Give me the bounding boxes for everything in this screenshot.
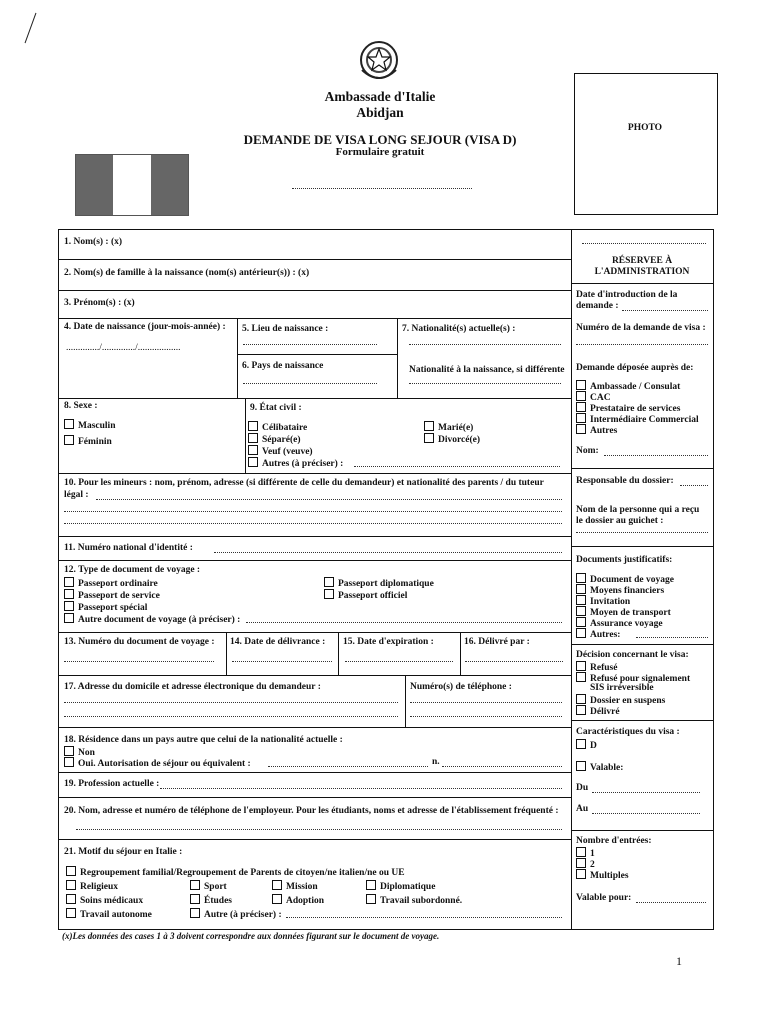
autres-etat-input[interactable] <box>354 466 560 467</box>
field-17b-input-1[interactable] <box>410 702 562 703</box>
admin-responsable: Responsable du dossier: <box>576 476 674 486</box>
admin-personne-2: le dossier au guichet : <box>576 516 664 526</box>
autorisation-number-input[interactable] <box>442 766 562 767</box>
checkbox-passeport-special[interactable]: Passeport spécial <box>64 601 147 614</box>
field-7b-input[interactable] <box>409 383 561 384</box>
field-14-input[interactable] <box>232 661 332 662</box>
admin-decision: Décision concernant le visa: <box>576 650 689 660</box>
checkbox-divorce[interactable]: Divorcé(e) <box>424 433 480 446</box>
admin-responsable-input[interactable] <box>680 485 708 486</box>
admin-deposee: Demande déposée auprès de: <box>576 363 694 373</box>
field-1-label: 1. Nom(s) : (x) <box>64 237 123 247</box>
checkbox-autre-motif[interactable]: Autre (à préciser) : <box>190 908 282 921</box>
checkbox-residence-oui[interactable]: Oui. Autorisation de séjour ou équivalent : <box>64 757 251 770</box>
admin-au: Au <box>576 804 589 814</box>
checkbox-passeport-diplomatique[interactable]: Passeport diplomatique <box>324 577 434 590</box>
field-9-label: 9. État civil : <box>250 403 302 413</box>
admin-du: Du <box>576 783 589 793</box>
field-10-input-3[interactable] <box>64 523 562 524</box>
checkbox-feminin[interactable]: Féminin <box>64 435 112 448</box>
autorisation-input[interactable] <box>268 766 428 767</box>
checkbox-autre-document[interactable]: Autre document de voyage (à préciser) : <box>64 613 240 626</box>
field-19-input[interactable] <box>160 788 562 789</box>
italian-emblem-icon <box>356 34 402 86</box>
field-3-input[interactable] <box>140 293 568 315</box>
field-8-label: 8. Sexe : <box>64 401 98 411</box>
checkbox-passeport-officiel[interactable]: Passeport officiel <box>324 589 407 602</box>
checkbox-religieux[interactable]: Religieux <box>66 880 118 893</box>
checkbox-separe[interactable]: Séparé(e) <box>248 433 301 446</box>
field-10-input-2[interactable] <box>64 511 562 512</box>
admin-checkbox-visa-d[interactable]: D <box>576 739 597 752</box>
field-20-input[interactable] <box>76 829 562 830</box>
field-10b-label: légal : <box>64 490 89 500</box>
admin-date-input[interactable] <box>622 310 708 311</box>
field-19-label: 19. Profession actuelle : <box>64 779 160 789</box>
checkbox-diplomatique[interactable]: Diplomatique <box>366 880 435 893</box>
field-14-label: 14. Date de délivrance : <box>230 637 326 647</box>
admin-autres-docs-input[interactable] <box>636 637 708 638</box>
checkbox-regroupement[interactable]: Regroupement familial/Regroupement de Parents de citoyen/ne italien/ne ou UE <box>66 866 405 879</box>
photo-box[interactable] <box>574 73 718 215</box>
admin-checkbox-autres[interactable]: Autres <box>576 424 617 437</box>
field-11-input[interactable] <box>214 552 562 553</box>
photo-label: PHOTO <box>627 123 663 133</box>
checkbox-adoption[interactable]: Adoption <box>272 894 324 907</box>
admin-checkbox-multiples[interactable]: Multiples <box>576 869 629 882</box>
admin-num-input[interactable] <box>576 344 708 345</box>
checkbox-etudes[interactable]: Études <box>190 894 232 907</box>
admin-date-intro: Date d'introduction de la <box>576 290 678 300</box>
autre-document-input[interactable] <box>246 622 562 623</box>
field-17-label: 17. Adresse du domicile et adresse électronique du demandeur : <box>64 682 321 692</box>
checkbox-passeport-service[interactable]: Passeport de service <box>64 589 160 602</box>
field-17b-input-2[interactable] <box>410 716 562 717</box>
admin-checkbox-intermediaire[interactable]: Intermédiaire Commercial <box>576 413 699 426</box>
admin-docs: Documents justificatifs: <box>576 555 673 565</box>
field-3-label: 3. Prénom(s) : (x) <box>64 298 135 308</box>
field-7-input[interactable] <box>409 344 561 345</box>
admin-checkbox-autres-docs[interactable]: Autres: <box>576 628 620 641</box>
form-title: DEMANDE DE VISA LONG SEJOUR (VISA D) <box>243 132 517 147</box>
field-7-label: 7. Nationalité(s) actuelle(s) : <box>402 324 516 334</box>
admin-checkbox-valable[interactable]: Valable: <box>576 761 623 774</box>
field-6-label: 6. Pays de naissance <box>242 361 324 371</box>
field-10-input-1[interactable] <box>96 499 562 500</box>
admin-date-intro-2: demande : <box>576 301 619 311</box>
field-7b-label: Nationalité à la naissance, si différente <box>409 365 565 375</box>
checkbox-masculin[interactable]: Masculin <box>64 419 115 432</box>
field-16-label: 16. Délivré par : <box>464 637 530 647</box>
field-21-label: 21. Motif du séjour en Italie : <box>64 847 183 857</box>
field-10-label: 10. Pour les mineurs : nom, prénom, adresse (si différente de celle du demandeur) et nationalité des parents / du tuteur <box>64 478 544 488</box>
checkbox-celibataire[interactable]: Célibataire <box>248 421 307 434</box>
admin-valable-pour-input[interactable] <box>636 902 706 903</box>
checkbox-passeport-ordinaire[interactable]: Passeport ordinaire <box>64 577 158 590</box>
admin-checkbox-invitation[interactable]: Invitation <box>576 595 630 608</box>
admin-divider <box>571 229 572 929</box>
form-subtitle: Formulaire gratuit <box>335 146 425 158</box>
field-5-input[interactable] <box>243 344 377 345</box>
admin-personne-input[interactable] <box>576 532 708 533</box>
admin-personne-1: Nom de la personne qui a reçu <box>576 505 700 515</box>
field-5-label: 5. Lieu de naissance : <box>242 324 329 334</box>
checkbox-veuf[interactable]: Veuf (veuve) <box>248 445 313 458</box>
field-15-label: 15. Date d'expiration : <box>343 637 434 647</box>
admin-checkbox-entree-2[interactable]: 2 <box>576 858 595 871</box>
embassy-name: Ambassade d'Italie <box>324 89 436 104</box>
field-18-n-label: n. <box>432 757 440 767</box>
field-16-input[interactable] <box>465 661 563 662</box>
admin-checkbox-prestataire[interactable]: Prestataire de services <box>576 402 680 415</box>
field-12-label: 12. Type de document de voyage : <box>64 565 201 575</box>
admin-checkbox-entree-1[interactable]: 1 <box>576 847 595 860</box>
footnote: (x)Les données des cases 1 à 3 doivent correspondre aux données figurant sur le document de voyage. <box>62 931 440 941</box>
admin-checkbox-refuse[interactable]: Refusé <box>576 661 617 674</box>
admin-nom-input[interactable] <box>604 455 708 456</box>
admin-num-demande: Numéro de la demande de visa : <box>576 323 706 333</box>
field-6-input[interactable] <box>243 383 377 384</box>
autre-motif-input[interactable] <box>286 917 562 918</box>
field-13-label: 13. Numéro du document de voyage : <box>64 637 215 647</box>
header-dotted-line <box>292 188 472 189</box>
admin-checkbox-moyens-financiers[interactable]: Moyens financiers <box>576 584 664 597</box>
field-17-input-2[interactable] <box>64 716 398 717</box>
admin-checkbox-cac[interactable]: CAC <box>576 391 611 404</box>
admin-title-2: L'ADMINISTRATION <box>594 267 690 277</box>
admin-top-dots <box>582 243 706 244</box>
checkbox-soins-medicaux[interactable]: Soins médicaux <box>66 894 143 907</box>
admin-au-input[interactable] <box>592 813 700 814</box>
admin-du-input[interactable] <box>592 792 700 793</box>
admin-checkbox-assurance[interactable]: Assurance voyage <box>576 617 663 630</box>
admin-checkbox-doc-voyage[interactable]: Document de voyage <box>576 573 674 586</box>
admin-nom: Nom: <box>576 446 599 456</box>
checkbox-sport[interactable]: Sport <box>190 880 227 893</box>
field-4-input[interactable]: ............../............../.................. <box>66 343 181 353</box>
checkbox-marie[interactable]: Marié(e) <box>424 421 473 434</box>
admin-checkbox-moyen-transport[interactable]: Moyen de transport <box>576 606 671 619</box>
field-13-input[interactable] <box>64 661 214 662</box>
admin-valable-pour: Valable pour: <box>576 893 632 903</box>
field-18-label: 18. Résidence dans un pays autre que celui de la nationalité actuelle : <box>64 735 343 745</box>
checkbox-travail-subordonne[interactable]: Travail subordonné. <box>366 894 462 907</box>
field-15-input[interactable] <box>345 661 453 662</box>
pen-mark <box>25 13 37 43</box>
field-17b-label: Numéro(s) de téléphone : <box>410 682 512 692</box>
admin-checkbox-refuse-signalement[interactable]: Refusé pour signalement <box>576 672 690 685</box>
admin-title-1: RÉSERVEE À <box>611 256 673 266</box>
checkbox-residence-non[interactable]: Non <box>64 746 95 759</box>
admin-checkbox-suspens[interactable]: Dossier en suspens <box>576 694 665 707</box>
field-1-input[interactable] <box>140 232 568 256</box>
checkbox-travail-autonome[interactable]: Travail autonome <box>66 908 152 921</box>
field-17-input-1[interactable] <box>64 702 398 703</box>
admin-sis: SIS irréversible <box>590 683 654 693</box>
admin-checkbox-delivre[interactable]: Délivré <box>576 705 620 718</box>
admin-checkbox-ambassade[interactable]: Ambassade / Consulat <box>576 380 680 393</box>
field-4-label: 4. Date de naissance (jour-mois-année) : <box>64 322 226 332</box>
field-11-label: 11. Numéro national d'identité : <box>64 543 193 553</box>
field-2-input[interactable] <box>320 262 568 286</box>
field-20-label: 20. Nom, adresse et numéro de téléphone de l'employeur. Pour les étudiants, noms et adresse de l'établissement fréquenté : <box>64 806 559 816</box>
page-number: 1 <box>676 954 682 968</box>
checkbox-mission[interactable]: Mission <box>272 880 318 893</box>
admin-entrees: Nombre d'entrées: <box>576 836 652 846</box>
embassy-city: Abidjan <box>356 105 404 120</box>
field-2-label: 2. Nom(s) de famille à la naissance (nom(s) antérieur(s)) : (x) <box>64 268 310 278</box>
italian-flag <box>75 154 189 216</box>
admin-caract: Caractéristiques du visa : <box>576 727 680 737</box>
checkbox-autres-etat[interactable]: Autres (à préciser) : <box>248 457 343 470</box>
